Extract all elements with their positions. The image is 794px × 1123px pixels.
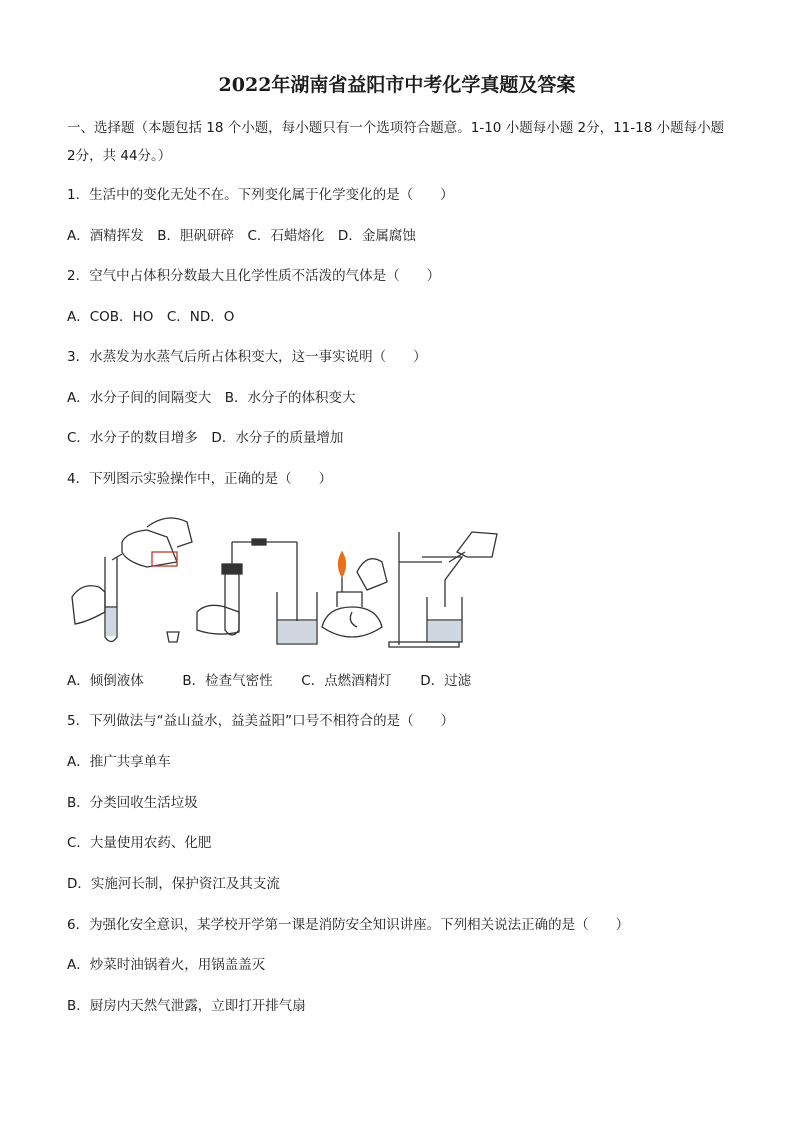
question-4-stem: 4．下列图示实验操作中，正确的是（ ） [67, 471, 333, 487]
flame-icon [339, 552, 346, 577]
lab-operations-figure [67, 512, 507, 652]
question-4-options [67, 672, 471, 690]
question-6-stem: 6．为强化安全意识，某学校开学第一课是消防安全知识讲座。下列相关说法正确的是（ ） [67, 917, 630, 933]
question-1-options: A．酒精挥发 B．胆矾研碎 C．石蜡熔化 D．金属腐蚀 [67, 228, 416, 244]
question-4-option-d: D．过滤 [420, 673, 472, 689]
question-4-option-c: C．点燃酒精灯 [301, 673, 392, 689]
question-1-stem: 1．生活中的变化无处不在。下列变化属于化学变化的是（ ） [67, 187, 454, 203]
question-3-options-ab: A．水分子间的间隔变大 B．水分子的体积变大 [67, 390, 356, 406]
question-5-option-a: A．推广共享单车 [67, 754, 171, 770]
question-2-options: A．COB．HO C．ND．O [67, 309, 235, 325]
question-6-option-a: A．炒菜时油锅着火，用锅盖盖灭 [67, 957, 266, 973]
question-5-stem: 5．下列做法与“益山益水，益美益阳”口号不相符合的是（ ） [67, 713, 455, 729]
question-5-option-d: D．实施河长制，保护资江及其支流 [67, 876, 280, 892]
question-5-option-c: C．大量使用农药、化肥 [67, 835, 212, 851]
question-3-stem: 3．水蒸发为水蒸气后所占体积变大，这一事实说明（ ） [67, 349, 427, 365]
pouring-liquid-illustration [72, 518, 192, 642]
question-4-option-a: A．倾倒液体 [67, 673, 144, 689]
page-title: 2022年湖南省益阳市中考化学真题及答案 [218, 74, 576, 96]
question-4-option-b: B．检查气密性 [182, 673, 273, 689]
section-heading: 一、选择题（本题包括 18 个小题，每小题只有一个选项符合题意。1-10 小题每小题 2分，11-18 小题每小题 2分，共 44分。） [67, 120, 725, 164]
question-6-option-b: B．厨房内天然气泄露，立即打开排气扇 [67, 998, 306, 1014]
question-5-option-b: B．分类回收生活垃圾 [67, 795, 198, 811]
alcohol-lamp-illustration [322, 559, 387, 637]
question-3-options-cd: C．水分子的数目增多 D．水分子的质量增加 [67, 430, 344, 446]
question-2-stem: 2．空气中占体积分数最大且化学性质不活泼的气体是（ ） [67, 268, 441, 284]
